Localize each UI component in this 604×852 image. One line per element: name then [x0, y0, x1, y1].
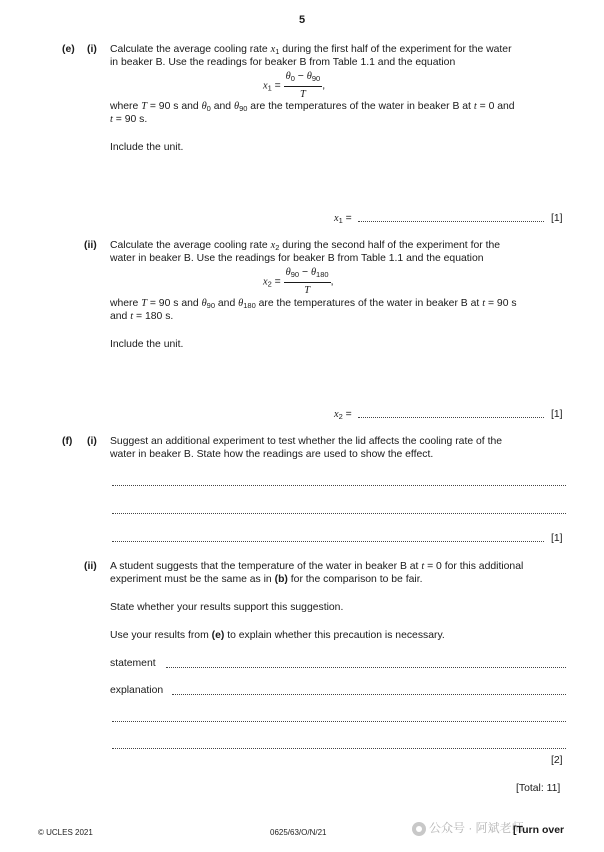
question-e-i-line1: Calculate the average cooling rate $x_1$ during the first half of the experiment for the water: [110, 44, 512, 56]
question-e-ii-include-unit: Include the unit.: [110, 339, 184, 350]
question-e-label: (e): [62, 44, 75, 55]
answer-explanation-line-3[interactable]: [112, 748, 566, 749]
question-e-ii-label: (ii): [84, 240, 97, 251]
question-e-ii-where: where T = 90 s and $\theta_{90}$ and $\theta_{180}$ are the temperatures of the water in beaker B at t = 90 s: [110, 298, 517, 310]
wechat-icon: [412, 822, 426, 836]
watermark: 公众号 · 阿斌老师: [412, 822, 524, 836]
question-f-ii-state: State whether your results support this suggestion.: [110, 602, 344, 613]
answer-explanation-line-1[interactable]: [172, 694, 566, 695]
mark-f-ii: [2]: [551, 755, 563, 766]
answer-f-i-line-1[interactable]: [112, 485, 566, 486]
question-e-i-label: (i): [87, 44, 97, 55]
answer-statement-line[interactable]: [166, 667, 566, 668]
footer-turn-over: [Turn over: [513, 824, 565, 836]
answer-f-i-line-3[interactable]: [112, 541, 544, 542]
answer-x2-line[interactable]: [358, 417, 544, 418]
answer-x2-label: $x_2$ =: [334, 409, 352, 421]
footer-copyright: © UCLES 2021: [38, 828, 93, 837]
question-e-i-include-unit: Include the unit.: [110, 142, 184, 153]
mark-e-i: [1]: [551, 213, 563, 224]
explanation-label: explanation: [110, 685, 164, 696]
mark-f-i: [1]: [551, 533, 563, 544]
question-e-ii-line1: Calculate the average cooling rate $x_2$ during the second half of the experiment for the: [110, 240, 501, 252]
page-number: 5: [298, 14, 306, 26]
question-f-ii-use: Use your results from (e) to explain whether this precaution is necessary.: [110, 630, 445, 641]
statement-label: statement: [110, 658, 156, 669]
question-f-ii-line2: experiment must be the same as in (b) for the comparison to be fair.: [110, 574, 423, 585]
answer-x1-line[interactable]: [358, 221, 544, 222]
question-e-ii-where2: and t = 180 s.: [110, 311, 174, 322]
answer-x1-label: $x_1$ =: [334, 213, 352, 225]
question-e-ii-line2: water in beaker B. Use the readings for beaker B from Table 1.1 and the equation: [110, 253, 484, 264]
equation-x2: $x_2$ = $\frac{\theta_{90} - \theta_{180}}{T}$ ,: [263, 267, 334, 296]
question-e-i-where2: t = 90 s.: [110, 114, 148, 125]
question-f-i-label: (i): [87, 436, 97, 447]
total-marks: [Total: 11]: [516, 783, 561, 794]
question-f-ii-label: (ii): [84, 561, 97, 572]
question-e-i-line2: in beaker B. Use the readings for beaker B from Table 1.1 and the equation: [110, 57, 456, 68]
footer-code: 0625/63/O/N/21: [270, 828, 327, 837]
question-f-ii-line1: A student suggests that the temperature of the water in beaker B at t = 0 for this additional: [110, 561, 524, 572]
question-e-i-where: where T = 90 s and $\theta_0$ and $\theta_{90}$ are the temperatures of the water in beaker B at t = 0 and: [110, 101, 515, 113]
question-f-label: (f): [62, 436, 73, 447]
mark-e-ii: [1]: [551, 409, 563, 420]
answer-explanation-line-2[interactable]: [112, 721, 566, 722]
question-f-i-line1: Suggest an additional experiment to test whether the lid affects the cooling rate of the: [110, 436, 503, 447]
answer-f-i-line-2[interactable]: [112, 513, 566, 514]
equation-x1: $x_1$ = $\frac{\theta_0 - \theta_{90}}{T}$ ,: [263, 71, 326, 100]
question-f-i-line2: water in beaker B. State how the readings are used to show the effect.: [110, 449, 434, 460]
